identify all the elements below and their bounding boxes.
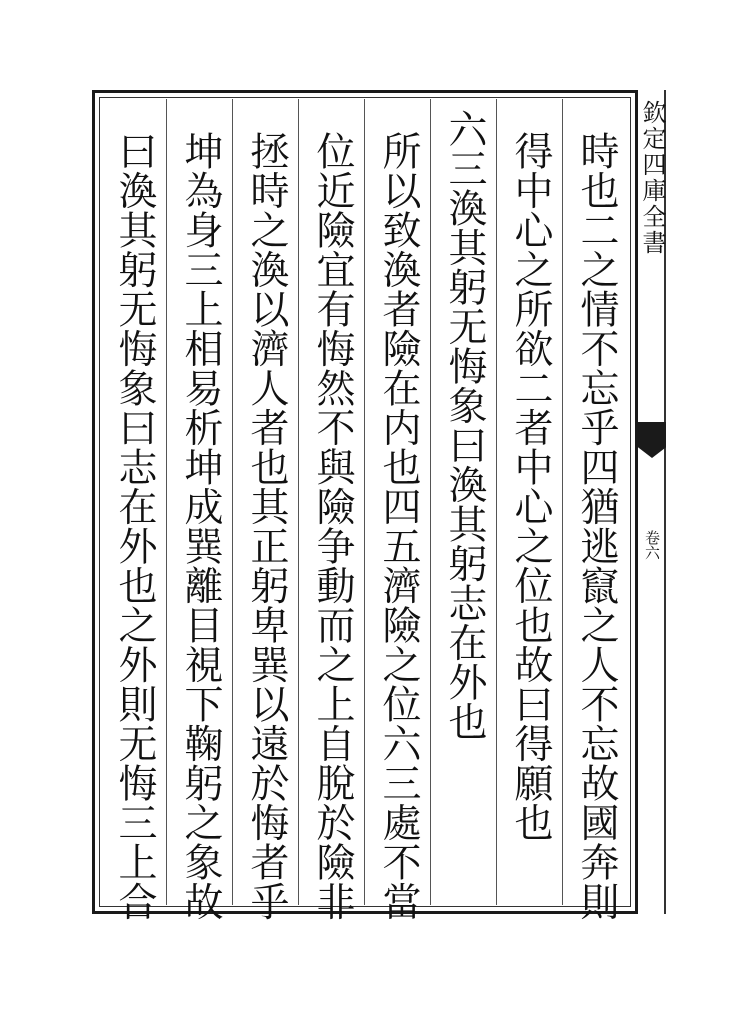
column-text: 位近險宜有悔然不與險争動而之上自脫於險非	[310, 131, 355, 921]
fishtail-mark	[638, 422, 666, 458]
text-column-6	[233, 101, 299, 921]
column-text: 曰渙其躬无悔象曰志在外也之外則无悔三上合	[112, 131, 157, 921]
text-column-4	[365, 101, 431, 921]
text-column-8	[101, 101, 167, 921]
column-text: 坤為身三上相易析坤成巽離目視下鞠躬之象故	[178, 131, 223, 921]
text-column-1	[563, 101, 629, 921]
column-text: 得中心之所欲二者中心之位也故曰得願也	[508, 131, 553, 842]
text-column-2	[497, 101, 563, 903]
text-column-3	[431, 101, 497, 903]
text-column-5	[299, 101, 365, 921]
volume-label: 卷六	[643, 530, 661, 560]
center-margin	[638, 90, 666, 914]
column-text: 所以致渙者險在内也四五濟險之位六三處不當	[376, 131, 421, 921]
page-frame	[92, 90, 638, 921]
column-text: 時也二之情不忘乎四猶逃竄之人不忘故國奔則	[574, 131, 619, 921]
text-column-7	[167, 101, 233, 921]
column-text: 拯時之渙以濟人者也其正躬卑巽以遠於悔者乎	[244, 131, 289, 921]
column-text: 六三渙其躬无悔象曰渙其躬志在外也	[442, 109, 487, 741]
book-title: 欽定四庫全書	[638, 100, 666, 256]
